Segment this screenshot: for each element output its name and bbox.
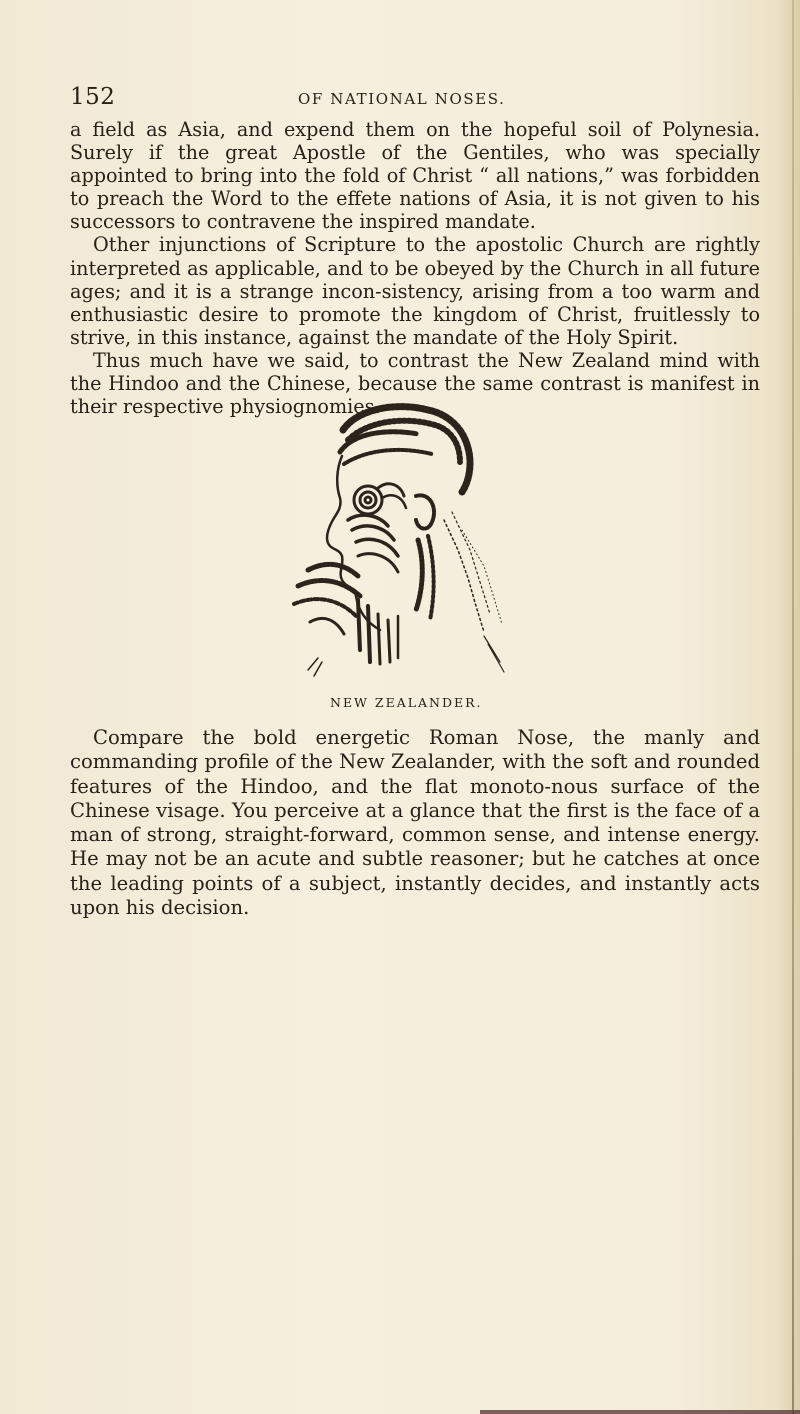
paragraph: Thus much have we said, to contrast the New Zealand mind with the Hindoo and the Chinese, because the same contrast is manifest in their respective physiognomies.	[70, 348, 760, 419]
page-header	[70, 84, 760, 114]
figure-caption: NEW ZEALANDER.	[330, 695, 483, 710]
paragraph: Compare the bold energetic Roman Nose, the manly and commanding profile of the New Zealander, with the soft and rounded features of the Hindoo, and the flat monoto-nous surface of the Chinese visage. You perceive at a glance that the first is the face of a man of strong, straight-forward, common sense, and intense energy. He may not be an acute and subtle reasoner; but he catches at once the leading points of a subject, instantly decides, and instantly acts upon his decision.	[70, 726, 760, 920]
body-text-bottom	[70, 726, 760, 920]
paragraph: Other injunctions of Scripture to the apostolic Church are rightly interpreted as applicable, and to be obeyed by the Church in all future ages; and it is a strange incon-sistency, arising from a too warm and enthusiastic desire to promote the kingdom of Christ, fruitlessly to strive, in this instance, against the mandate of the Holy Spirit.	[70, 233, 760, 349]
new-zealander-engraving	[248, 400, 548, 686]
body-text-top	[70, 118, 760, 418]
page-edge	[792, 0, 794, 1414]
page-number: 152	[70, 84, 116, 110]
page-bottom-edge	[480, 1410, 800, 1414]
running-head: OF NATIONAL NOSES.	[298, 90, 506, 108]
paragraph: a field as Asia, and expend them on the hopeful soil of Polynesia. Surely if the great Apostle of the Gentiles, who was specially appointed to bring into the fold of Christ “ all nations,” was forbidden to preach the Word to the effete nations of Asia, it is not given to his successors to contravene the inspired mandate.	[70, 118, 760, 234]
